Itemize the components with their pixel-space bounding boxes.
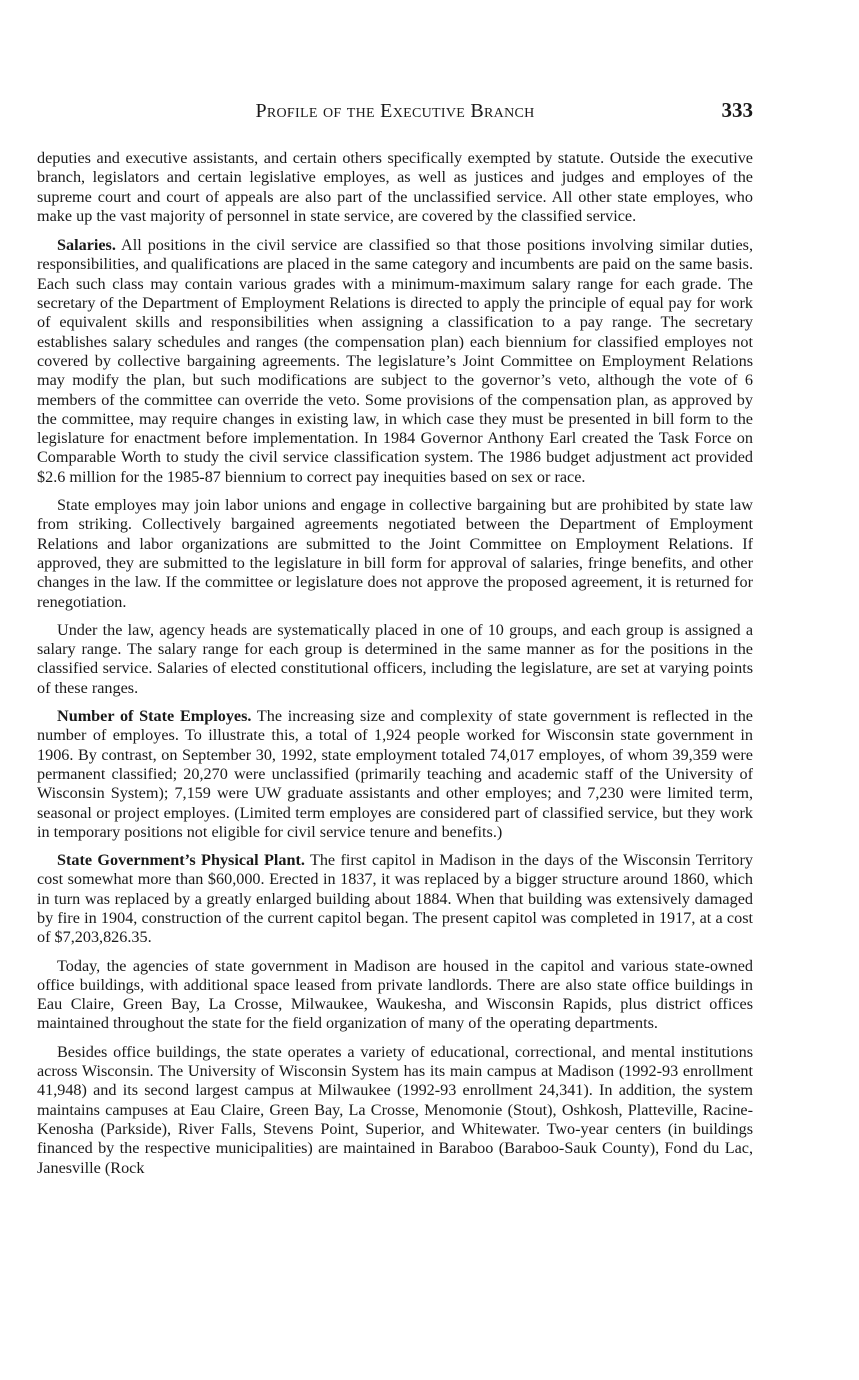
paragraph-salaries [37, 236, 753, 487]
paragraph-labor-unions [37, 496, 753, 612]
paragraph-text: deputies and executive assistants, and certain others specifically exempted by statute. Outside the executive branch, legislators and certain legislative employes, as well as justices and judges and employes of the supreme court and court of appeals are also part of the unclassified service. All other state employes, who make up the vast majority of personnel in state service, are covered by the classified service. [37, 149, 753, 225]
section-heading: Salaries. [57, 236, 116, 255]
paragraph-text: Besides office buildings, the state operates a variety of educational, correctional, and mental institutions across Wisconsin. The University of Wisconsin System has its main campus at Madison (1992-93 enrollment 41,948) and its second largest campus at Milwaukee (1992-93 enrollment 24,341). In addition, the system maintains campuses at Eau Claire, Green Bay, La Crosse, Menomonie (Stout), Oshkosh, Platteville, Racine-Kenosha (Parkside), River Falls, Stevens Point, Superior, and Whitewater. Two-year centers (in buildings financed by the respective municipalities) are maintained in Baraboo (Baraboo-Sauk County), Fond du Lac, Janesville (Rock [37, 1042, 753, 1177]
paragraph-text: State employes may join labor unions and engage in collective bargaining but are prohibited by state law from striking. Collectively bargained agreements negotiated between the Department of Employment Relations and labor organizations are submitted to the Joint Committee on Employment Relations. If approved, they are submitted to the legislature in bill form for approval of salaries, fringe benefits, and other changes in the law. If the committee or legislature does not approve the proposed agreement, it is returned for renegotiation. [37, 496, 753, 611]
paragraph-text: Under the law, agency heads are systematically placed in one of 10 groups, and each group is assigned a salary range. The salary range for each group is determined in the same manner as for the positions in the classified service. Salaries of elected constitutional officers, including the legislature, are set at varying points of these ranges. [37, 620, 753, 697]
running-title: Profile of the Executive Branch [255, 100, 535, 122]
page-number: 333 [721, 98, 753, 122]
paragraph-continued [37, 149, 753, 226]
paragraph-office-buildings [37, 957, 753, 1034]
document-page [37, 98, 753, 1187]
paragraph-text: Today, the agencies of state government in Madison are housed in the capitol and various state-owned office buildings, with additional space leased from private landlords. There are also state office buildings in Eau Claire, Green Bay, La Crosse, Milwaukee, Waukesha, and Wisconsin Rapids, plus district offices maintained throughout the state for the field organization of many of the operating departments. [37, 956, 753, 1033]
paragraph-text: The first capitol in Madison in the days of the Wisconsin Territory cost somewhat more than $60,000. Erected in 1837, it was replaced by a bigger structure around 1860, which in turn was replaced by a greatly enlarged building about 1884. When that building was extensively damaged by fire in 1904, construction of the current capitol began. The present capitol was completed in 1917, at a cost of $7,203,826.35. [37, 851, 753, 947]
page-header [37, 98, 753, 130]
paragraph-text: The increasing size and complexity of state government is reflected in the number of employes. To illustrate this, a total of 1,924 people worked for Wisconsin state government in 1906. By contrast, on September 30, 1992, state employment totaled 74,017 employes, of whom 39,359 were permanent classified; 20,270 were unclassified (primarily teaching and academic staff of the University of Wisconsin System); 7,159 were UW graduate assistants and other employes; and 7,230 were limited term, seasonal or project employes. (Limited term employes are considered part of classified service, but they work in temporary positions not eligible for civil service tenure and benefits.) [37, 707, 753, 841]
section-heading: Number of State Employes. [57, 707, 252, 726]
paragraph-agency-heads [37, 621, 753, 698]
paragraph-number-of-employes [37, 707, 753, 842]
body-text [37, 149, 753, 1178]
paragraph-text: All positions in the civil service are classified so that those positions involving similar duties, responsibilities, and qualifications are placed in the same category and incumbents are paid on the same basis. Each such class may contain various grades with a minimum-maximum salary range for each grade. The secretary of the Department of Employment Relations is directed to apply the principle of equal pay for work of equivalent skills and responsibilities when assigning a classification to a pay range. The secretary establishes salary schedules and ranges (the compensation plan) each biennium for classified employes not covered by collective bargaining agreements. The legislature’s Joint Committee on Employment Relations may modify the plan, but such modifications are subject to the governor’s veto, although the vote of 6 members of the committee can override the veto. Some provisions of the compensation plan, as approved by the committee, may require changes in existing law, in which case they must be presented in bill form to the legislature for enactment before implementation. In 1984 Governor Anthony Earl created the Task Force on Comparable Worth to study the civil service classification system. The 1986 budget adjustment act provided $2.6 million for the 1985-87 biennium to correct pay inequities based on sex or race. [37, 236, 754, 486]
paragraph-physical-plant [37, 851, 753, 947]
section-heading: State Government’s Physical Plant. [57, 851, 305, 870]
paragraph-institutions [37, 1043, 753, 1178]
